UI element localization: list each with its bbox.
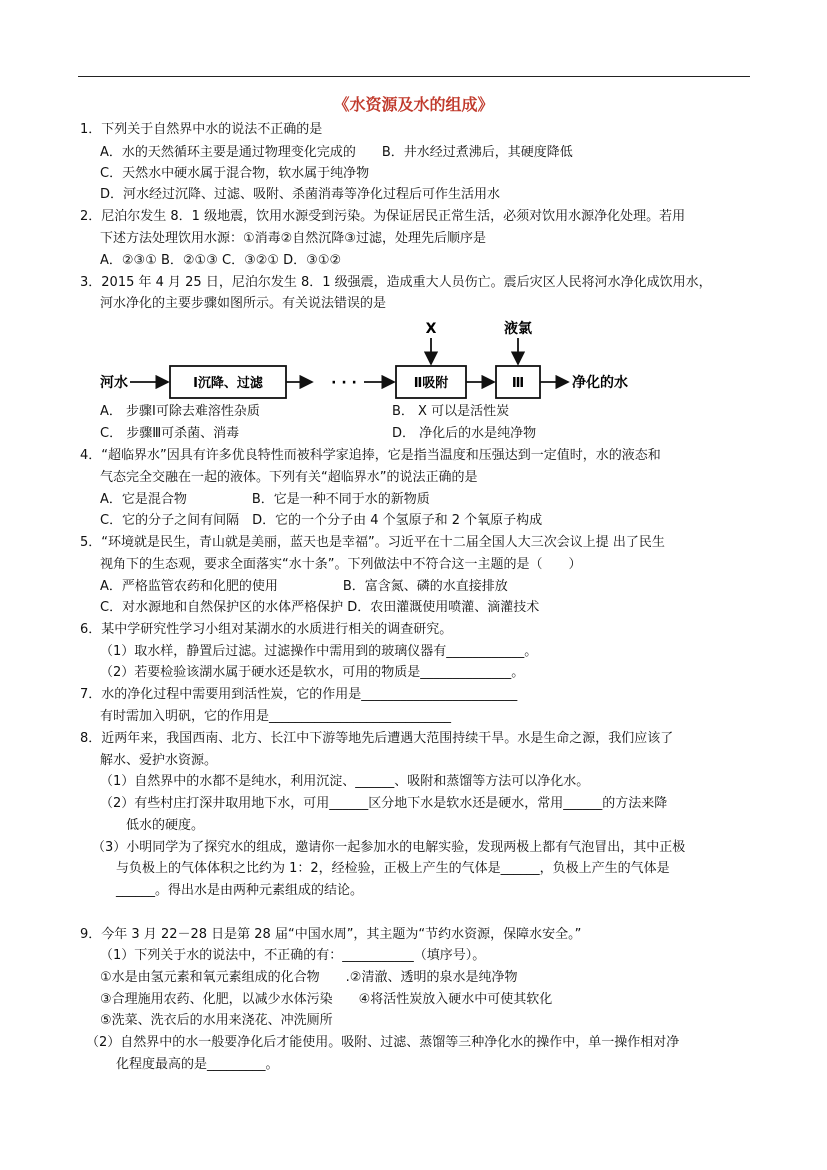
text-line: C． 步骤Ⅲ可杀菌、消毒 [100, 426, 240, 441]
text-line: D． 净化后的水是纯净物 [392, 426, 537, 441]
text-line: B． X 可以是活性炭 [392, 404, 510, 419]
text-line: 2．尼泊尔发生 8．1 级地震，饮用水源受到污染。为保证居民正常生活，必须对饮用水源净化处理。若用 [80, 209, 686, 224]
dots-label: · · · [331, 375, 357, 391]
text-line: ①水是由氢元素和氧元素组成的化合物 .②清澈、透明的泉水是纯净物 [100, 970, 518, 985]
text-line: 下述方法处理饮用水源：①消毒②自然沉降③过滤，处理先后顺序是 [100, 231, 486, 246]
text-line: 3．2015 年 4 月 25 日，尼泊尔发生 8．1 级强震，造成重大人员伤亡。震后灾区人民将河水净化成饮用水， [80, 275, 712, 290]
text-line: ______。得出水是由两种元素组成的结论。 [116, 883, 364, 898]
water-purification-diagram [100, 316, 660, 406]
text-line: （2）有些村庄打深井取用地下水，可用______区分地下水是软水还是硬水，常用______的方法来降 [100, 796, 668, 811]
text-line: 化程度最高的是_________。 [116, 1057, 279, 1072]
text-line: A．②③① B．②①③ C．③②① D．③①② [100, 253, 342, 268]
header-rule [78, 76, 750, 77]
text-line: 气态完全交融在一起的液体。下列有关“超临界水”的说法正确的是 [100, 470, 478, 485]
text-line: 6．某中学研究性学习小组对某湖水的水质进行相关的调查研究。 [80, 622, 453, 637]
text-line: A． 步骤Ⅰ可除去难溶性杂质 [100, 404, 260, 419]
text-line: 1．下列关于自然界中水的说法不正确的是 [80, 122, 323, 137]
output-label: 净化的水 [572, 375, 628, 391]
step3-label: Ⅲ [511, 376, 525, 391]
text-line: （1）下列关于水的说法中，不正确的有：___________（填序号）。 [100, 948, 486, 963]
river-label: 河水 [100, 375, 128, 391]
text-line: （1）取水样，静置后过滤。过滤操作中需用到的玻璃仪器有____________。 [100, 644, 538, 659]
text-line: （3）小明同学为了探究水的组成，邀请你一起参加水的电解实验，发现两极上都有气泡冒出，其中正极 [92, 840, 686, 855]
text-line: C．它的分子之间有间隔 D．它的一个分子由 4 个氢原子和 2 个氧原子构成 [100, 513, 543, 528]
x-label: X [425, 321, 437, 337]
page-title: 《水资源及水的组成》 [333, 95, 494, 114]
text-line: C．对水源地和自然保护区的水体严格保护 D．农田灌溉使用喷灌、滴灌技术 [100, 600, 540, 615]
text-line: 视角下的生态观，要求全面落实“水十条”。下列做法中不符合这一主题的是（ ） [100, 557, 582, 572]
text-line: A．水的天然循环主要是通过物理变化完成的 B．井水经过煮沸后，其硬度降低 [100, 145, 573, 160]
text-line: 4．“超临界水”因具有许多优良特性而被科学家追捧，它是指当温度和压强达到一定值时，水的液态和 [80, 448, 661, 463]
text-line: A．它是混合物 B．它是一种不同于水的新物质 [100, 492, 430, 507]
text-line: 8．近两年来，我国西南、北方、长江中下游等地先后遭遇大范围持续干旱。水是生命之源，我们应该了 [80, 731, 674, 746]
text-line: 解水、爱护水资源。 [100, 753, 218, 768]
text-line: D．河水经过沉降、过滤、吸附、杀菌消毒等净化过程后可作生活用水 [100, 187, 501, 202]
text-line: 9．今年 3 月 22－28 日是第 28 届“中国水周”，其主题为“节约水资源，保障水安全。” [80, 927, 582, 942]
step1-label: Ⅰ沉降、过滤 [193, 376, 263, 391]
text-line: C．天然水中硬水属于混合物，软水属于纯净物 [100, 166, 370, 181]
text-line: 5．“环境就是民生，青山就是美丽，蓝天也是幸福”。习近平在十二届全国人大三次会议上提 出了民生 [80, 535, 665, 550]
text-line: （2）自然界中的水一般要净化后才能使用。吸附、过滤、蒸馏等三种净化水的操作中，单一操作相对净 [86, 1035, 680, 1050]
text-line: ⑤洗菜、洗衣后的水用来浇花、冲洗厕所 [100, 1013, 333, 1028]
text-line: 与负极上的气体体积之比约为 1：2，经检验，正极上产生的气体是______，负极上产生的气体是 [116, 861, 670, 876]
text-line: （2）若要检验该湖水属于硬水还是软水，可用的物质是______________。 [100, 665, 525, 680]
chlorine-label: 液氯 [504, 321, 532, 337]
text-line: ③合理施用农药、化肥，以减少水体污染 ④将活性炭放入硬水中可使其软化 [100, 992, 553, 1007]
text-line: （1）自然界中的水都不是纯水，利用沉淀、______、吸附和蒸馏等方法可以净化水。 [100, 774, 590, 789]
text-line: 有时需加入明矾，它的作用是____________________________ [100, 709, 452, 724]
text-line: 河水净化的主要步骤如图所示。有关说法错误的是 [100, 296, 387, 311]
text-line: A．严格监管农药和化肥的使用 B．富含氮、磷的水直接排放 [100, 579, 508, 594]
step2-label: Ⅱ吸附 [413, 376, 449, 391]
text-line: 低水的硬度。 [126, 818, 205, 833]
text-line: 7．水的净化过程中需要用到活性炭，它的作用是________________________ [80, 687, 518, 702]
